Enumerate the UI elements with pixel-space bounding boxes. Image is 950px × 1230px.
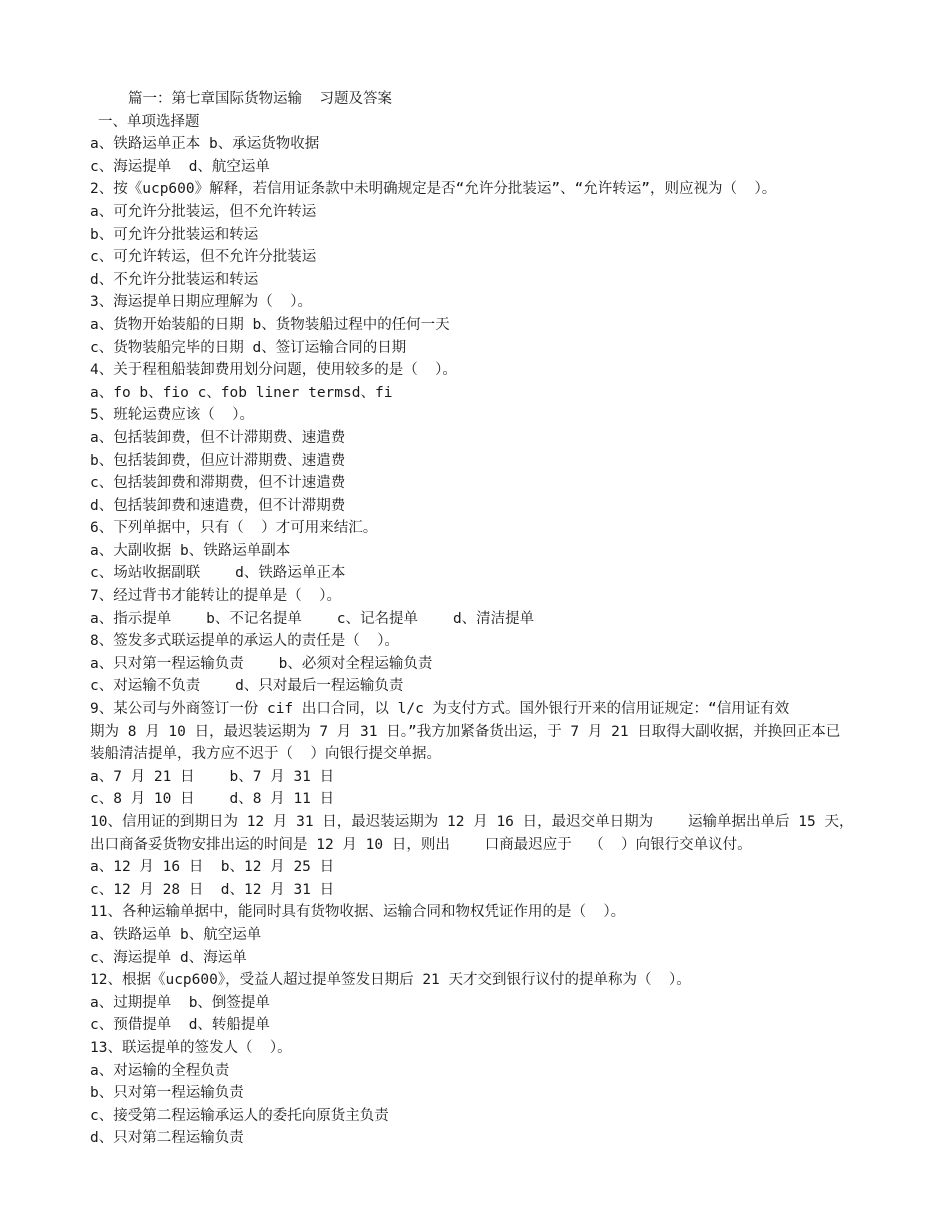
- text-line: c、货物装船完毕的日期 d、签订运输合同的日期: [90, 339, 407, 356]
- text-line: 出口商备妥货物安排出运的时间是 12 月 10 日，则出 口商最迟应于 （ ）向银行交单议付。: [90, 836, 752, 853]
- text-line: a、过期提单 b、倒签提单: [90, 994, 270, 1011]
- text-line: d、只对第二程运输负责: [90, 1130, 244, 1147]
- document-title: 篇一：第七章国际货物运输 习题及答案: [128, 91, 392, 107]
- text-line: 8、签发多式联运提单的承运人的责任是（ ）。: [90, 633, 399, 650]
- text-line: 10、信用证的到期日为 12 月 31 日，最迟装运期为 12 月 16 日，最迟交单日期为 运输单据出单后 15 天，: [90, 814, 854, 830]
- text-line: a、铁路运单 b、航空运单: [90, 926, 262, 943]
- text-line: c、对运输不负责 d、只对最后一程运输负责: [90, 678, 404, 695]
- text-line: 11、各种运输单据中，能同时具有货物收据、运输合同和物权凭证作用的是（ ）。: [90, 904, 626, 921]
- text-line: a、货物开始装船的日期 b、货物装船过程中的任何一天: [90, 316, 450, 333]
- text-line: c、海运提单 d、航空运单: [90, 158, 270, 175]
- text-line: b、只对第一程运输负责: [90, 1085, 244, 1102]
- document-body: [90, 88, 880, 1150]
- text-line: a、7 月 21 日 b、7 月 31 日: [90, 768, 335, 785]
- text-line: d、不允许分批装运和转运: [90, 271, 259, 288]
- text-line: 装船清洁提单，我方应不迟于（ ）向银行提交单据。: [90, 746, 441, 763]
- text-line: 期为 8 月 10 日，最迟装运期为 7 月 31 日。”我方加紧备货出运，于 7 月 21 日取得大副收据，并换回正本已: [90, 723, 841, 740]
- text-line: b、包括装卸费，但应计滞期费、速遣费: [90, 452, 346, 469]
- text-line: c、接受第二程运输承运人的委托向原货主负责: [90, 1107, 389, 1124]
- text-line: 4、关于程租船装卸费用划分问题，使用较多的是（ ）。: [90, 362, 457, 379]
- text-line: 12、根据《ucp600》，受益人超过提单签发日期后 21 天才交到银行议付的提单称为（ ）。: [90, 972, 691, 989]
- text-line: b、可允许分批装运和转运: [90, 226, 259, 243]
- text-line: 7、经过背书才能转让的提单是（ ）。: [90, 588, 341, 605]
- text-line: d、包括装卸费和速遣费，但不计滞期费: [90, 497, 346, 514]
- text-line: a、大副收据 b、铁路运单副本: [90, 542, 291, 559]
- text-line: a、fo b、fio c、fob liner termsd、fi: [90, 384, 393, 401]
- question-list: [90, 133, 880, 1150]
- text-line: 9、某公司与外商签订一份 cif 出口合同，以 l/c 为支付方式。国外银行开来的信用证规定：“信用证有效: [90, 701, 790, 718]
- text-line: a、对运输的全程负责: [90, 1062, 230, 1079]
- text-line: a、铁路运单正本 b、承运货物收据: [90, 136, 320, 153]
- section-heading: 一、单项选择题: [98, 113, 200, 130]
- text-line: a、可允许分批装运，但不允许转运: [90, 203, 317, 220]
- text-line: 2、按《ucp600》解释，若信用证条款中未明确规定是否“允许分批装运”、“允许转运”，则应视为（ ）。: [90, 181, 777, 198]
- text-line: 6、下列单据中，只有（ ）才可用来结汇。: [90, 520, 378, 537]
- text-line: a、包括装卸费，但不计滞期费、速遣费: [90, 429, 346, 446]
- text-line: a、12 月 16 日 b、12 月 25 日: [90, 859, 335, 876]
- text-line: c、可允许转运，但不允许分批装运: [90, 249, 317, 266]
- text-line: 3、海运提单日期应理解为（ ）。: [90, 294, 312, 311]
- text-line: c、场站收据副联 d、铁路运单正本: [90, 565, 346, 582]
- text-line: c、12 月 28 日 d、12 月 31 日: [90, 881, 335, 898]
- text-line: c、海运提单 d、海运单: [90, 949, 247, 966]
- text-line: a、只对第一程运输负责 b、必须对全程运输负责: [90, 655, 433, 672]
- text-line: c、8 月 10 日 d、8 月 11 日: [90, 791, 335, 808]
- text-line: c、预借提单 d、转船提单: [90, 1017, 270, 1034]
- text-line: a、指示提单 b、不记名提单 c、记名提单 d、清洁提单: [90, 610, 535, 627]
- text-line: c、包括装卸费和滞期费，但不计速遣费: [90, 475, 346, 492]
- text-line: 5、班轮运费应该（ ）。: [90, 407, 254, 424]
- text-line: 13、联运提单的签发人（ ）。: [90, 1039, 292, 1056]
